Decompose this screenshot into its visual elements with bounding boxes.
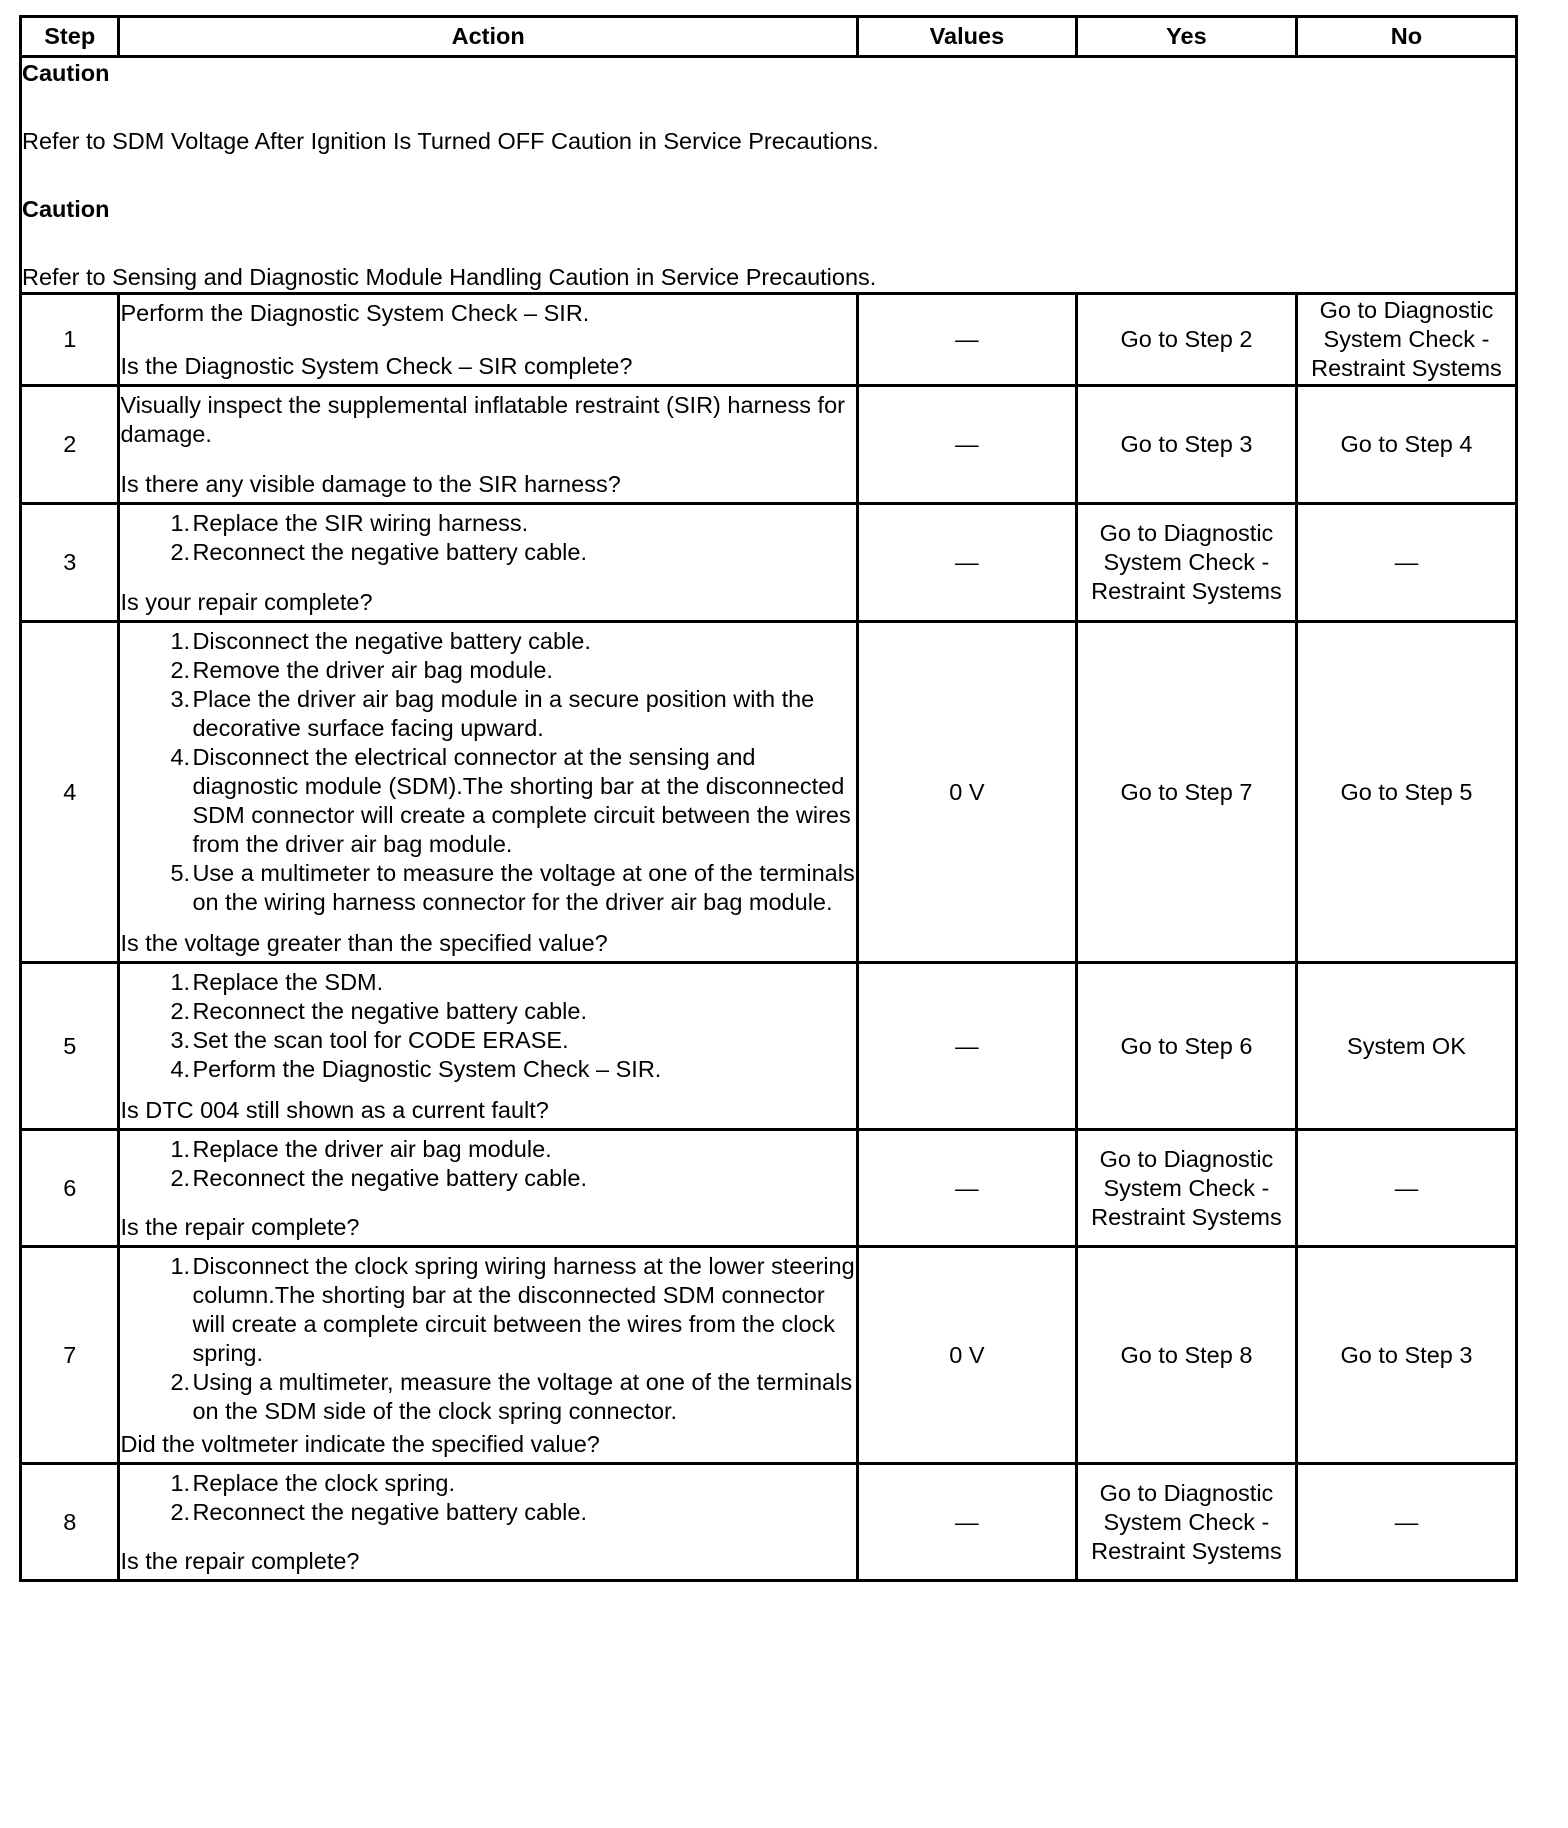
header-values: Values <box>857 17 1076 57</box>
step-yes-result: Go to Step 6 <box>1076 963 1296 1130</box>
step-number: 3 <box>21 504 119 622</box>
list-item-number: 1. <box>170 968 191 995</box>
step-question: Is your repair complete? <box>120 588 373 615</box>
list-item-text: Using a multimeter, measure the voltage at one of the terminals on the SDM side of the clock spring connector. <box>192 1368 853 1424</box>
caution-row <box>21 57 1517 294</box>
list-item-number: 1. <box>170 627 191 654</box>
list-item-number: 1. <box>170 1135 191 1162</box>
header-no: No <box>1296 17 1516 57</box>
step-value: 0 V <box>857 622 1076 963</box>
list-item <box>120 1026 855 1055</box>
step-action <box>119 294 857 386</box>
step-action <box>119 1130 857 1247</box>
list-item <box>120 997 855 1026</box>
step-action <box>119 1464 857 1581</box>
list-item-text: Replace the SIR wiring harness. <box>192 509 529 536</box>
list-item-number: 1. <box>170 509 191 536</box>
list-item-text: Disconnect the electrical connector at the sensing and diagnostic module (SDM).The shorting bar at the disconnected SDM connector will create a complete circuit between the wires from the driver air bag module. <box>192 743 851 857</box>
list-item <box>120 743 855 859</box>
step-action <box>119 622 857 963</box>
caution-text: Refer to Sensing and Diagnostic Module Handling Caution in Service Precautions. <box>22 263 877 290</box>
header-step: Step <box>21 17 119 57</box>
list-item <box>120 1055 855 1084</box>
step-question: Is there any visible damage to the SIR harness? <box>120 470 621 497</box>
list-item <box>120 859 855 917</box>
list-item-text: Reconnect the negative battery cable. <box>192 1498 587 1525</box>
list-item-text: Remove the driver air bag module. <box>192 656 553 683</box>
list-item-number: 4. <box>170 1055 191 1082</box>
step-question: Is the repair complete? <box>120 1213 360 1240</box>
list-item-text: Replace the clock spring. <box>192 1469 456 1496</box>
list-item-text: Use a multimeter to measure the voltage at one of the terminals on the wiring harness connector for the driver air bag module. <box>192 859 855 915</box>
list-item <box>120 685 855 743</box>
list-item-text: Reconnect the negative battery cable. <box>192 1164 587 1191</box>
list-item-text: Perform the Diagnostic System Check – SIR. <box>192 1055 662 1082</box>
list-item <box>120 509 855 538</box>
list-item <box>120 656 855 685</box>
step-yes-result: Go to Step 3 <box>1076 386 1296 504</box>
step-instruction-list <box>120 627 855 917</box>
list-item <box>120 538 855 567</box>
header-yes: Yes <box>1076 17 1296 57</box>
step-question: Is the voltage greater than the specified value? <box>120 929 608 956</box>
step-no-result: — <box>1296 1130 1516 1247</box>
list-item <box>120 1135 855 1164</box>
list-item-text: Reconnect the negative battery cable. <box>192 538 587 565</box>
step-value: — <box>857 1464 1076 1581</box>
step-value: 0 V <box>857 1247 1076 1464</box>
step-row <box>21 1247 1517 1464</box>
step-instruction-list <box>120 1252 855 1426</box>
step-question: Is the Diagnostic System Check – SIR complete? <box>120 352 633 379</box>
step-instruction-list <box>120 1135 855 1193</box>
step-row <box>21 963 1517 1130</box>
caution-text: Refer to SDM Voltage After Ignition Is Turned OFF Caution in Service Precautions. <box>22 127 879 154</box>
step-no-result: Go to Diagnostic System Check - Restraint Systems <box>1296 294 1516 386</box>
step-row <box>21 1464 1517 1581</box>
step-no-result: System OK <box>1296 963 1516 1130</box>
list-item-number: 2. <box>170 656 191 683</box>
step-row <box>21 386 1517 504</box>
list-item-text: Replace the driver air bag module. <box>192 1135 552 1162</box>
list-item-number: 2. <box>170 1164 191 1191</box>
caution-cell <box>21 57 1517 294</box>
step-row <box>21 622 1517 963</box>
list-item-number: 5. <box>170 859 191 886</box>
header-row <box>21 17 1517 57</box>
step-yes-result: Go to Diagnostic System Check - Restraint Systems <box>1076 504 1296 622</box>
list-item-number: 3. <box>170 685 191 712</box>
step-question: Did the voltmeter indicate the specified value? <box>120 1430 600 1457</box>
list-item <box>120 1498 855 1527</box>
step-instruction: Visually inspect the supplemental inflatable restraint (SIR) harness for damage. <box>120 391 845 447</box>
step-row <box>21 1130 1517 1247</box>
list-item-text: Reconnect the negative battery cable. <box>192 997 587 1024</box>
list-item-number: 2. <box>170 1498 191 1525</box>
step-value: — <box>857 1130 1076 1247</box>
list-item-number: 2. <box>170 997 191 1024</box>
step-yes-result: Go to Step 7 <box>1076 622 1296 963</box>
step-instruction: Perform the Diagnostic System Check – SIR. <box>120 299 590 326</box>
step-action <box>119 386 857 504</box>
step-value: — <box>857 504 1076 622</box>
step-number: 6 <box>21 1130 119 1247</box>
list-item-number: 1. <box>170 1469 191 1496</box>
step-action <box>119 504 857 622</box>
step-no-result: Go to Step 4 <box>1296 386 1516 504</box>
caution-title: Caution <box>22 59 110 86</box>
caution-title: Caution <box>22 195 110 222</box>
step-action <box>119 963 857 1130</box>
step-yes-result: Go to Diagnostic System Check - Restraint Systems <box>1076 1130 1296 1247</box>
list-item-text: Set the scan tool for CODE ERASE. <box>192 1026 569 1053</box>
list-item-number: 2. <box>170 538 191 565</box>
list-item <box>120 1368 855 1426</box>
list-item-number: 2. <box>170 1368 191 1395</box>
step-no-result: — <box>1296 1464 1516 1581</box>
step-yes-result: Go to Diagnostic System Check - Restraint Systems <box>1076 1464 1296 1581</box>
step-number: 2 <box>21 386 119 504</box>
step-row <box>21 504 1517 622</box>
step-value: — <box>857 386 1076 504</box>
step-instruction-list <box>120 509 855 567</box>
diagnostic-procedure-table <box>19 15 1518 1582</box>
list-item <box>120 1469 855 1498</box>
list-item-number: 4. <box>170 743 191 770</box>
list-item <box>120 1252 855 1368</box>
step-value: — <box>857 963 1076 1130</box>
list-item-text: Replace the SDM. <box>192 968 384 995</box>
step-number: 1 <box>21 294 119 386</box>
step-instruction-list <box>120 968 855 1084</box>
step-number: 4 <box>21 622 119 963</box>
step-row <box>21 294 1517 386</box>
list-item-text: Disconnect the negative battery cable. <box>192 627 591 654</box>
list-item-number: 3. <box>170 1026 191 1053</box>
step-instruction-list <box>120 1469 855 1527</box>
step-question: Is the repair complete? <box>120 1547 360 1574</box>
list-item <box>120 1164 855 1193</box>
list-item-number: 1. <box>170 1252 191 1279</box>
step-action <box>119 1247 857 1464</box>
list-item <box>120 968 855 997</box>
list-item-text: Place the driver air bag module in a secure position with the decorative surface facing upward. <box>192 685 815 741</box>
step-question: Is DTC 004 still shown as a current fault? <box>120 1096 549 1123</box>
list-item <box>120 627 855 656</box>
step-no-result: — <box>1296 504 1516 622</box>
step-no-result: Go to Step 5 <box>1296 622 1516 963</box>
header-action: Action <box>119 17 857 57</box>
step-number: 7 <box>21 1247 119 1464</box>
step-yes-result: Go to Step 2 <box>1076 294 1296 386</box>
step-number: 8 <box>21 1464 119 1581</box>
step-no-result: Go to Step 3 <box>1296 1247 1516 1464</box>
step-number: 5 <box>21 963 119 1130</box>
step-value: — <box>857 294 1076 386</box>
list-item-text: Disconnect the clock spring wiring harness at the lower steering column.The shorting bar at the disconnected SDM connector will create a complete circuit between the wires from the clock spring. <box>192 1252 855 1366</box>
step-yes-result: Go to Step 8 <box>1076 1247 1296 1464</box>
